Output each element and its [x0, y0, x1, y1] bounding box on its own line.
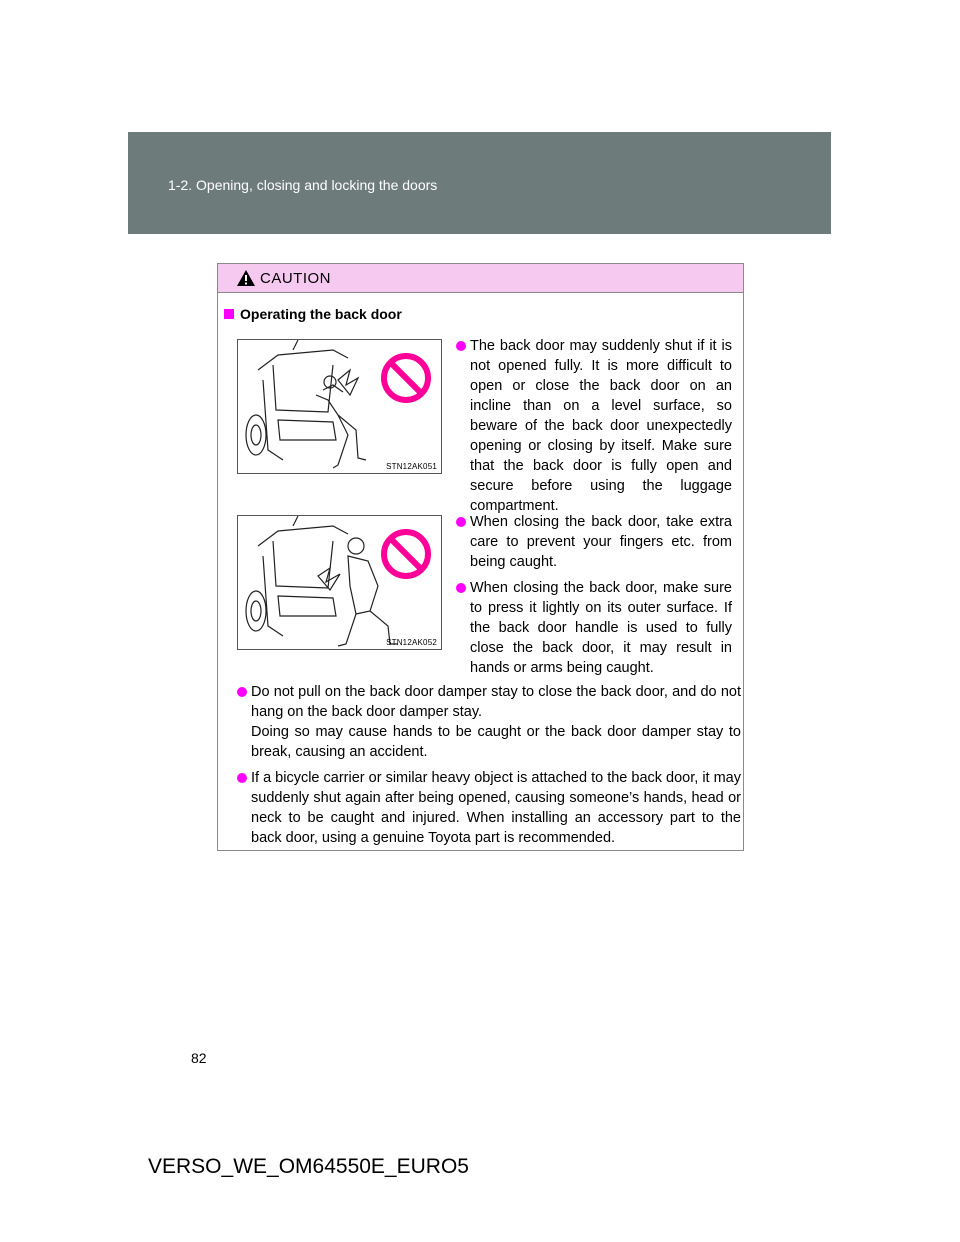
page-number: 82 [191, 1050, 207, 1066]
car-back-door-drawing [238, 340, 441, 473]
car-closing-door-drawing [238, 516, 441, 649]
list-item: When closing the back door, make sure to press it lightly on its outer surface. If the back door handle is used to fully close the back door, it may result in hands or arms being caught. [456, 578, 732, 678]
list-item-text: Do not pull on the back door damper stay to close the back door, and do not hang on the back door damper stay. [251, 684, 741, 720]
list-item-text: If a bicycle carrier or similar heavy object is attached to the back door, it may suddenly shut again after being opened, causing someone’s hands, head or neck to be caught and injured. When installing an accessory part to the back door, using a genuine Toyota part is recommended. [251, 770, 741, 846]
figure-label: STN12AK052 [386, 638, 437, 647]
list-item: The back door may suddenly shut if it is not opened fully. It is more difficult to open or close the back door on an incline than on a level surface, so beware of the back door unexpectedly opening or closing by itself. Make sure that the back door is fully open and secure before using the luggage compartment. [456, 336, 732, 516]
prohibit-icon [384, 356, 428, 400]
figure-label: STN12AK051 [386, 462, 437, 471]
document-code: VERSO_WE_OM64550E_EURO5 [148, 1155, 469, 1178]
section-title: 1-2. Opening, closing and locking the doors [168, 177, 438, 193]
list-item [237, 768, 741, 848]
bullet-list-upper [456, 336, 732, 516]
list-item-text: Doing so may cause hands to be caught or the back door damper stay to break, causing an accident. [251, 724, 741, 760]
caution-header [218, 264, 743, 293]
illustration-fingers-caught [237, 515, 442, 650]
list-item [237, 682, 741, 762]
caution-title: CAUTION [260, 270, 331, 287]
subheading-text: Operating the back door [240, 306, 402, 322]
caution-box [217, 263, 744, 851]
subheading [224, 306, 402, 322]
warning-triangle-icon [236, 269, 256, 287]
illustration-back-door-shutting [237, 339, 442, 474]
bullet-list-lower [237, 682, 741, 848]
bullet-list-middle [456, 512, 732, 678]
list-item: When closing the back door, take extra care to prevent your fingers etc. from being caught. [456, 512, 732, 572]
prohibit-icon [384, 532, 428, 576]
square-bullet-icon [224, 309, 234, 319]
section-header [128, 132, 831, 234]
